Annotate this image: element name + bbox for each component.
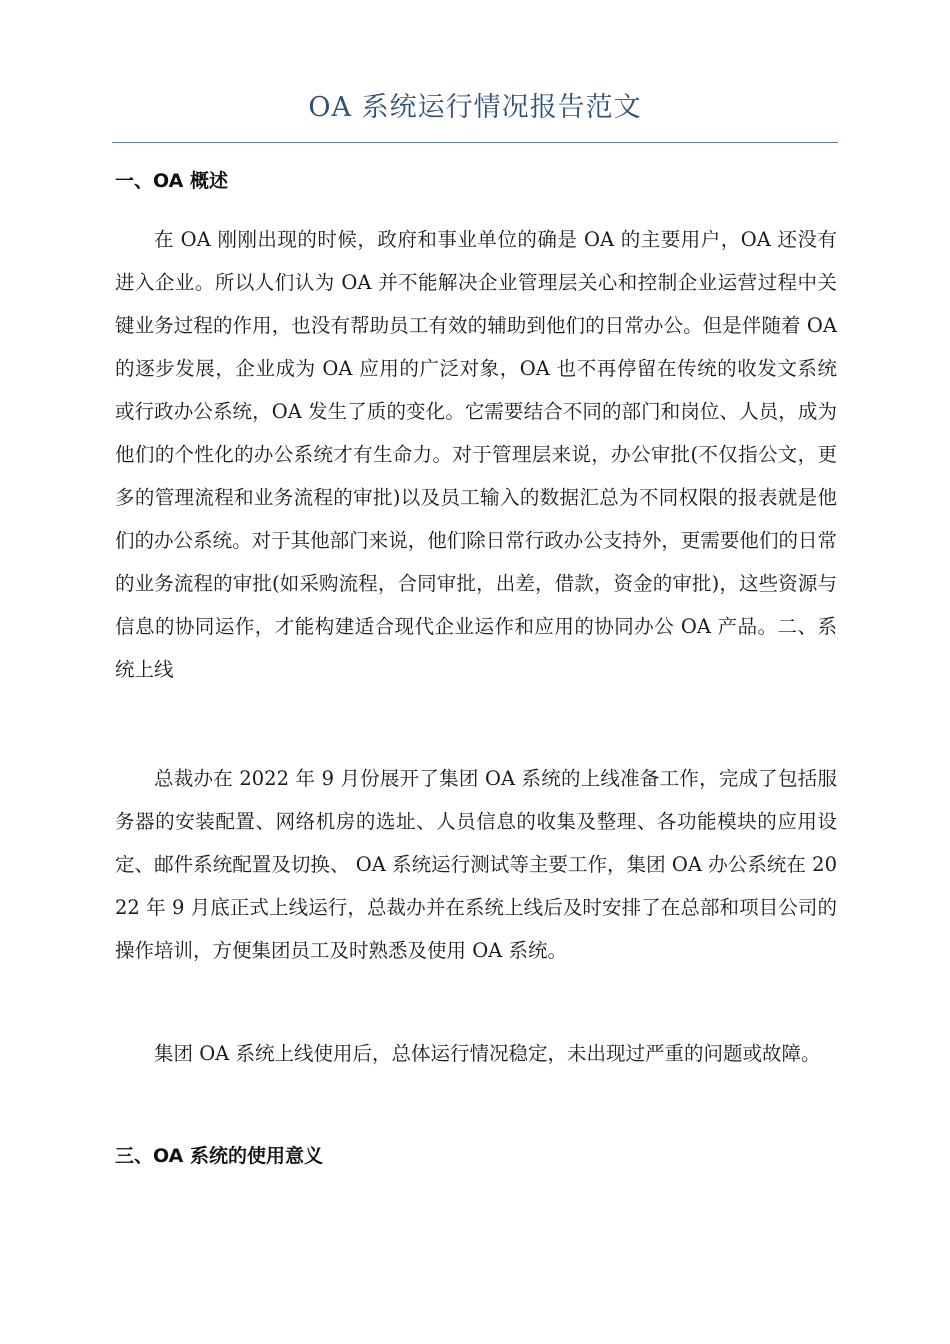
section-heading-overview: 一、OA 概述	[115, 170, 228, 192]
paragraph-operation-status: 集团 OA 系统上线使用后，总体运行情况稳定，未出现过严重的问题或故障。	[154, 1042, 821, 1065]
document-title: OA 系统运行情况报告范文	[308, 92, 642, 123]
title-divider	[112, 142, 838, 143]
section-heading-significance: 三、OA 系统的使用意义	[115, 1145, 323, 1167]
paragraph-system-launch: 总裁办在 2022 年 9 月份展开了集团 OA 系统的上线准备工作，完成了包括服务器的安装配置、网络机房的选址、人员信息的收集及整理、各功能模块的应用设定、邮件系统配置及切换、 OA 系统运行测试等主要工作，集团 OA 办公系统在 2022 年 9 月底正式上线运行，总裁办并在系统上线后及时安排了在总部和项目公司的操作培训，方便集团员工及时熟悉及使用 OA 系统。	[115, 767, 837, 962]
paragraph-overview: 在 OA 刚刚出现的时候，政府和事业单位的确是 OA 的主要用户，OA 还没有进入企业。所以人们认为 OA 并不能解决企业管理层关心和控制企业运营过程中关键业务过程的作用，也没有帮助员工有效的辅助到他们的日常办公。但是伴随着 OA 的逐步发展，企业成为 OA 应用的广泛对象，OA 也不再停留在传统的收发文系统或行政办公系统，OA 发生了质的变化。它需要结合不同的部门和岗位、人员，成为他们的个性化的办公系统才有生命力。对于管理层来说，办公审批(不仅指公文，更多的管理流程和业务流程的审批)以及员工输入的数据汇总为不同权限的报表就是他们的办公系统。对于其他部门来说，他们除日常行政办公支持外，更需要他们的日常的业务流程的审批(如采购流程，合同审批，出差，借款，资金的审批)，这些资源与信息的协同运作，才能构建适合现代企业运作和应用的协同办公 OA 产品。二、系统上线	[115, 228, 837, 681]
